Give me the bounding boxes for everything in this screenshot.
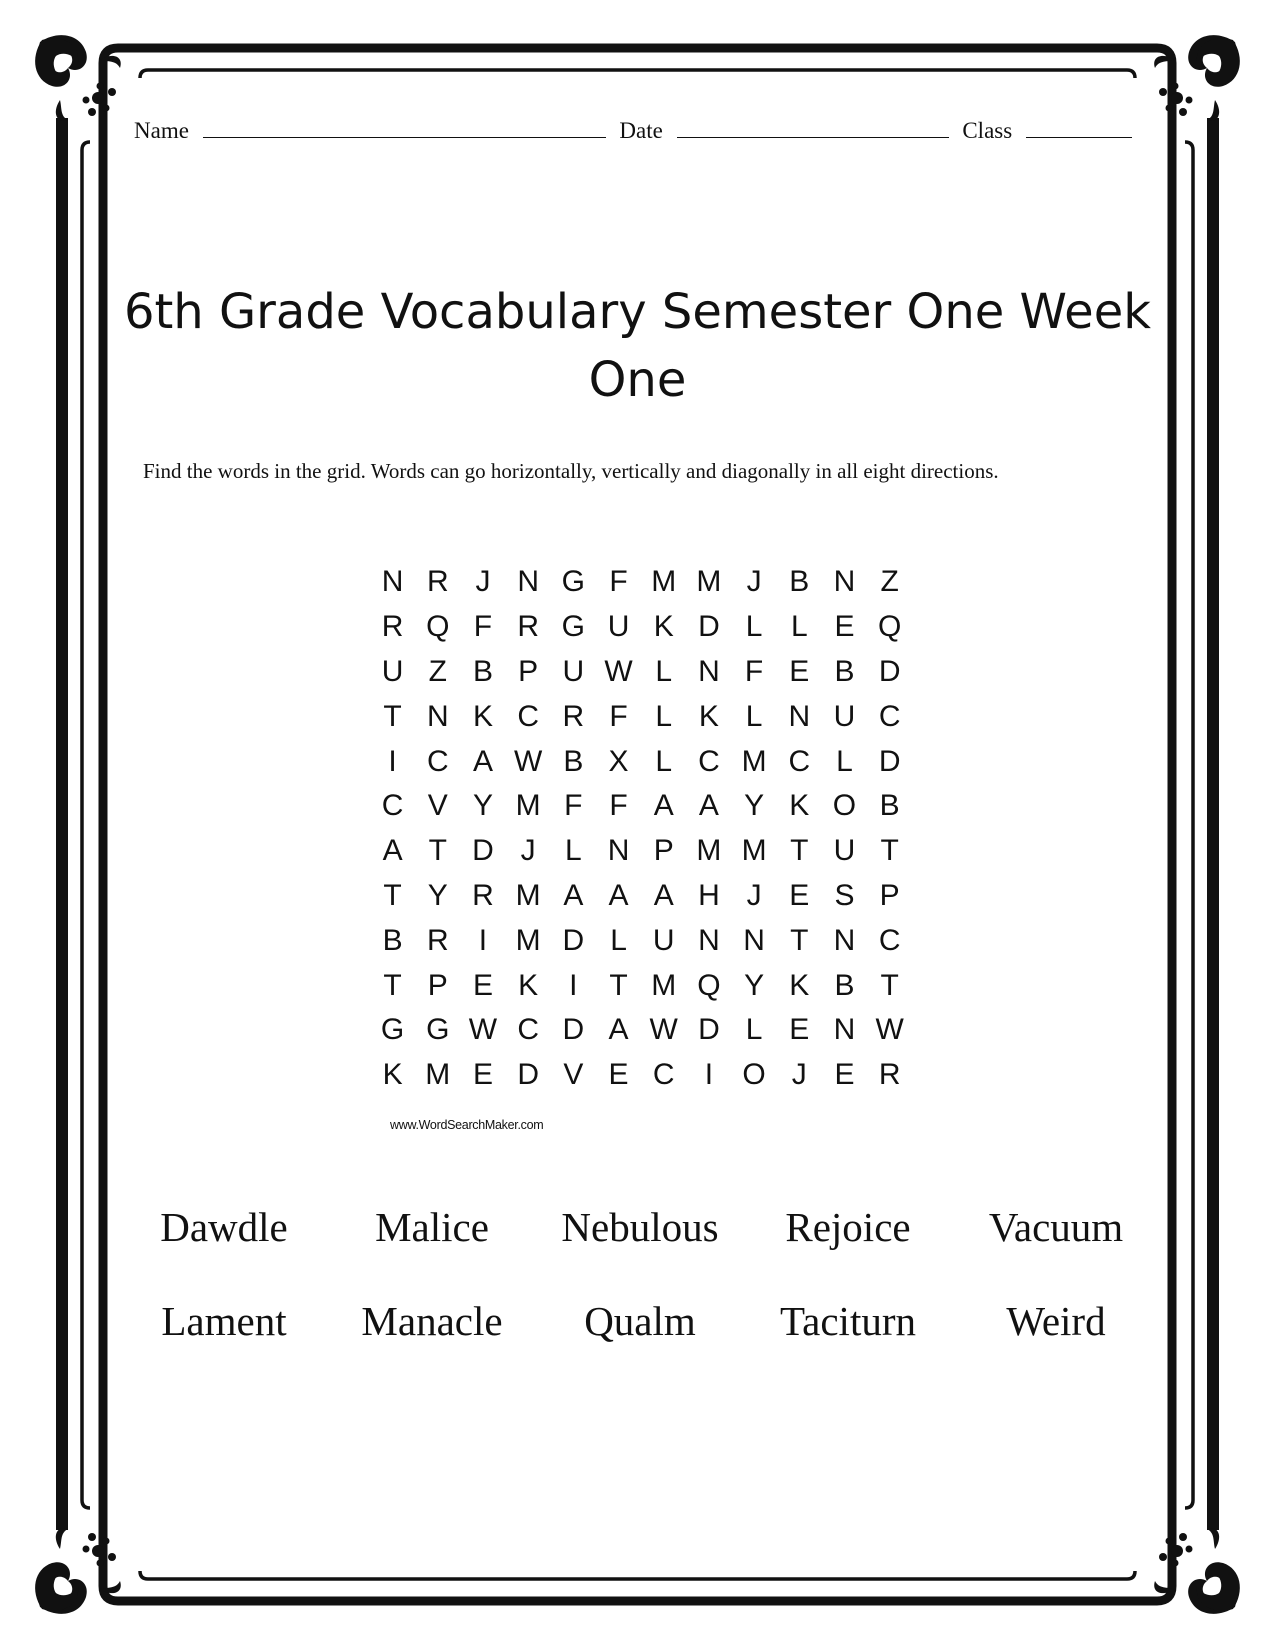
grid-cell[interactable]: N (607, 834, 630, 868)
grid-cell[interactable]: I (704, 1058, 714, 1092)
credit-text: www.WordSearchMaker.com (390, 1118, 544, 1132)
grid-cell[interactable]: T (880, 834, 899, 868)
grid-cell[interactable]: Z (880, 565, 899, 599)
grid-cell[interactable]: L (745, 610, 763, 644)
grid-cell[interactable]: B (472, 654, 493, 688)
grid-cell[interactable]: Q (426, 610, 450, 644)
grid-cell[interactable]: E (834, 1058, 855, 1092)
grid-cell[interactable]: G (380, 1013, 405, 1047)
grid-cell[interactable]: N (833, 923, 856, 957)
grid-cell[interactable]: D (472, 834, 494, 868)
grid-row (370, 650, 912, 695)
word-bank-item: Weird (1006, 1298, 1106, 1344)
grid-cell[interactable]: T (383, 699, 402, 733)
grid-cell[interactable]: L (745, 699, 763, 733)
grid-cell[interactable]: R (381, 610, 404, 644)
grid-cell[interactable]: N (426, 699, 449, 733)
grid-cell[interactable]: K (789, 968, 810, 1002)
grid-cell[interactable]: M (515, 878, 541, 912)
grid-cell[interactable]: E (789, 1013, 810, 1047)
grid-cell[interactable]: L (610, 923, 627, 957)
grid-cell[interactable]: D (562, 1013, 585, 1047)
grid-cell[interactable]: T (880, 968, 899, 1002)
grid-cell[interactable]: V (427, 789, 448, 823)
word-bank-item: Manacle (361, 1298, 503, 1344)
grid-cell[interactable]: L (655, 654, 673, 688)
grid-cell[interactable]: M (651, 565, 677, 599)
grid-row (370, 739, 912, 784)
grid-row (370, 605, 912, 650)
grid-cell[interactable]: B (382, 923, 403, 957)
grid-cell[interactable]: F (609, 565, 628, 599)
word-bank-item: Qualm (584, 1298, 696, 1344)
name-label: Name (134, 118, 189, 143)
grid-cell[interactable]: T (790, 923, 809, 957)
grid-cell[interactable]: R (472, 878, 494, 912)
grid-cell[interactable]: C (698, 744, 720, 778)
grid-cell[interactable]: U (381, 654, 404, 688)
grid-cell[interactable]: U (833, 699, 856, 733)
grid-cell[interactable]: F (564, 789, 583, 823)
grid-cell[interactable]: E (472, 1058, 493, 1092)
grid-cell[interactable]: T (790, 834, 809, 868)
grid-cell[interactable]: L (836, 744, 853, 778)
grid-cell[interactable]: G (561, 565, 586, 599)
grid-cell[interactable]: A (563, 878, 584, 912)
grid-cell[interactable]: T (428, 834, 447, 868)
grid-cell[interactable]: D (878, 744, 901, 778)
grid-cell[interactable]: M (696, 565, 722, 599)
grid-cell[interactable]: D (698, 1013, 720, 1047)
grid-cell[interactable]: Y (472, 789, 493, 823)
grid-cell[interactable]: D (698, 610, 720, 644)
grid-cell[interactable]: M (696, 834, 722, 868)
grid-cell[interactable]: N (743, 923, 765, 957)
grid-cell[interactable]: C (426, 744, 449, 778)
class-label: Class (962, 118, 1013, 143)
word-bank-item: Rejoice (785, 1204, 911, 1250)
grid-cell[interactable]: R (426, 565, 449, 599)
word-bank (120, 1180, 1160, 1368)
grid-cell[interactable]: E (834, 610, 855, 644)
grid-cell[interactable]: P (427, 968, 448, 1002)
grid-cell[interactable]: V (563, 1058, 584, 1092)
grid-cell[interactable]: T (609, 968, 628, 1002)
grid-cell[interactable]: A (608, 1013, 629, 1047)
grid-cell[interactable]: K (472, 699, 493, 733)
grid-cell[interactable]: M (425, 1058, 451, 1092)
grid-cell[interactable]: N (517, 565, 539, 599)
grid-cell[interactable]: M (515, 789, 541, 823)
grid-cell[interactable]: A (382, 834, 403, 868)
grid-row (370, 694, 912, 739)
grid-cell[interactable]: E (472, 968, 493, 1002)
grid-cell[interactable]: E (789, 878, 810, 912)
grid-cell[interactable]: A (608, 878, 629, 912)
grid-cell[interactable]: L (745, 1013, 763, 1047)
date-label: Date (619, 118, 663, 143)
grid-cell[interactable]: K (789, 789, 810, 823)
grid-cell[interactable]: L (565, 834, 582, 868)
word-bank-item: Taciturn (779, 1298, 916, 1344)
grid-cell[interactable]: P (518, 654, 539, 688)
grid-cell[interactable]: C (517, 1013, 539, 1047)
grid-cell[interactable]: B (879, 789, 900, 823)
word-bank-item: Malice (375, 1204, 489, 1250)
grid-cell[interactable]: C (878, 923, 901, 957)
grid-cell[interactable]: T (383, 878, 402, 912)
word-bank-item: Vacuum (988, 1204, 1124, 1250)
grid-cell[interactable]: O (832, 789, 857, 823)
word-bank-item: Nebulous (561, 1204, 719, 1250)
grid-cell[interactable]: C (878, 699, 901, 733)
grid-cell[interactable]: Y (744, 789, 765, 823)
grid-cell[interactable]: M (741, 834, 767, 868)
grid-cell[interactable]: K (653, 610, 674, 644)
grid-cell[interactable]: R (562, 699, 585, 733)
grid-cell[interactable]: H (698, 878, 720, 912)
grid-cell[interactable]: D (517, 1058, 539, 1092)
word-bank-item: Dawdle (160, 1204, 288, 1250)
grid-cell[interactable]: U (652, 923, 675, 957)
grid-cell[interactable]: N (381, 565, 404, 599)
grid-cell[interactable]: N (833, 1013, 856, 1047)
grid-cell[interactable]: C (381, 789, 404, 823)
grid-row (370, 963, 912, 1008)
word-bank-row (120, 1274, 1160, 1368)
grid-cell[interactable]: J (791, 1058, 807, 1092)
grid-row (370, 1053, 912, 1098)
grid-cell[interactable]: D (562, 923, 585, 957)
grid-cell[interactable]: Q (877, 610, 902, 644)
grid-cell[interactable]: N (788, 699, 811, 733)
grid-cell[interactable]: S (834, 878, 855, 912)
grid-cell[interactable]: N (833, 565, 856, 599)
grid-cell[interactable]: P (653, 834, 674, 868)
grid-cell[interactable]: I (569, 968, 578, 1002)
grid-cell[interactable]: J (475, 565, 491, 599)
instructions: Find the words in the grid. Words can go horizontally, vertically and diagonally in all eight directions. (143, 459, 999, 483)
grid-cell[interactable]: G (426, 1013, 450, 1047)
grid-cell[interactable]: R (517, 610, 539, 644)
grid-cell[interactable]: D (878, 654, 901, 688)
grid-cell[interactable]: B (834, 968, 855, 1002)
grid-cell[interactable]: G (561, 610, 586, 644)
grid-cell[interactable]: C (652, 1058, 675, 1092)
grid-cell[interactable]: N (698, 923, 720, 957)
grid-cell[interactable]: Z (428, 654, 447, 688)
grid-cell[interactable]: O (742, 1058, 766, 1092)
grid-cell[interactable]: Y (744, 968, 765, 1002)
grid-cell[interactable]: M (741, 744, 767, 778)
grid-cell[interactable]: J (746, 565, 762, 599)
grid-cell[interactable]: W (468, 1013, 498, 1047)
grid-cell[interactable]: A (653, 878, 674, 912)
grid-row (370, 918, 912, 963)
grid-cell[interactable]: J (520, 834, 536, 868)
grid-cell[interactable]: R (878, 1058, 901, 1092)
word-bank-row (120, 1180, 1160, 1274)
grid-cell[interactable]: E (789, 654, 810, 688)
grid-row (370, 560, 912, 605)
grid-cell[interactable]: K (698, 699, 719, 733)
grid-cell[interactable]: W (604, 654, 633, 688)
grid-cell[interactable]: W (513, 744, 543, 778)
grid-cell[interactable]: K (518, 968, 539, 1002)
grid-cell[interactable]: A (653, 789, 674, 823)
grid-cell[interactable]: K (382, 1058, 403, 1092)
grid-cell[interactable]: X (608, 744, 629, 778)
grid-row (370, 874, 912, 919)
grid-cell[interactable]: E (608, 1058, 629, 1092)
page-title: 6th Grade Vocabulary Semester One Week One (123, 284, 1152, 408)
grid-cell[interactable]: W (875, 1013, 904, 1047)
grid-cell[interactable]: F (609, 699, 628, 733)
grid-cell[interactable]: U (562, 654, 585, 688)
grid-cell[interactable]: B (563, 744, 584, 778)
grid-row (370, 784, 912, 829)
grid-cell[interactable]: B (834, 654, 855, 688)
grid-cell[interactable]: F (609, 789, 628, 823)
grid-cell[interactable]: M (651, 968, 677, 1002)
grid-cell[interactable]: B (789, 565, 810, 599)
grid-row (370, 1008, 912, 1053)
grid-cell[interactable]: F (744, 654, 764, 688)
grid-cell[interactable]: R (426, 923, 449, 957)
grid-cell[interactable]: L (790, 610, 808, 644)
grid-cell[interactable]: P (879, 878, 900, 912)
grid-cell[interactable]: U (607, 610, 630, 644)
grid-cell[interactable]: I (478, 923, 488, 957)
grid-cell[interactable]: A (472, 744, 493, 778)
grid-cell[interactable]: W (649, 1013, 678, 1047)
grid-cell[interactable]: F (473, 610, 493, 644)
grid-cell[interactable]: U (833, 834, 856, 868)
grid-cell[interactable]: Y (427, 878, 448, 912)
grid-cell[interactable]: A (698, 789, 719, 823)
grid-cell[interactable]: T (383, 968, 402, 1002)
word-bank-item: Lament (161, 1298, 287, 1344)
class-field[interactable] (1026, 119, 1132, 138)
grid-cell[interactable]: I (388, 744, 397, 778)
student-info-line (134, 118, 1154, 144)
word-search-grid (370, 560, 912, 1098)
grid-cell[interactable]: L (655, 699, 673, 733)
grid-cell[interactable]: J (746, 878, 762, 912)
date-field[interactable] (677, 119, 949, 138)
grid-cell[interactable]: Q (697, 968, 721, 1002)
grid-cell[interactable]: M (515, 923, 541, 957)
grid-cell[interactable]: C (517, 699, 539, 733)
grid-cell[interactable]: L (655, 744, 673, 778)
grid-cell[interactable]: N (698, 654, 720, 688)
name-field[interactable] (203, 119, 606, 138)
grid-cell[interactable]: C (788, 744, 811, 778)
grid-row (370, 829, 912, 874)
